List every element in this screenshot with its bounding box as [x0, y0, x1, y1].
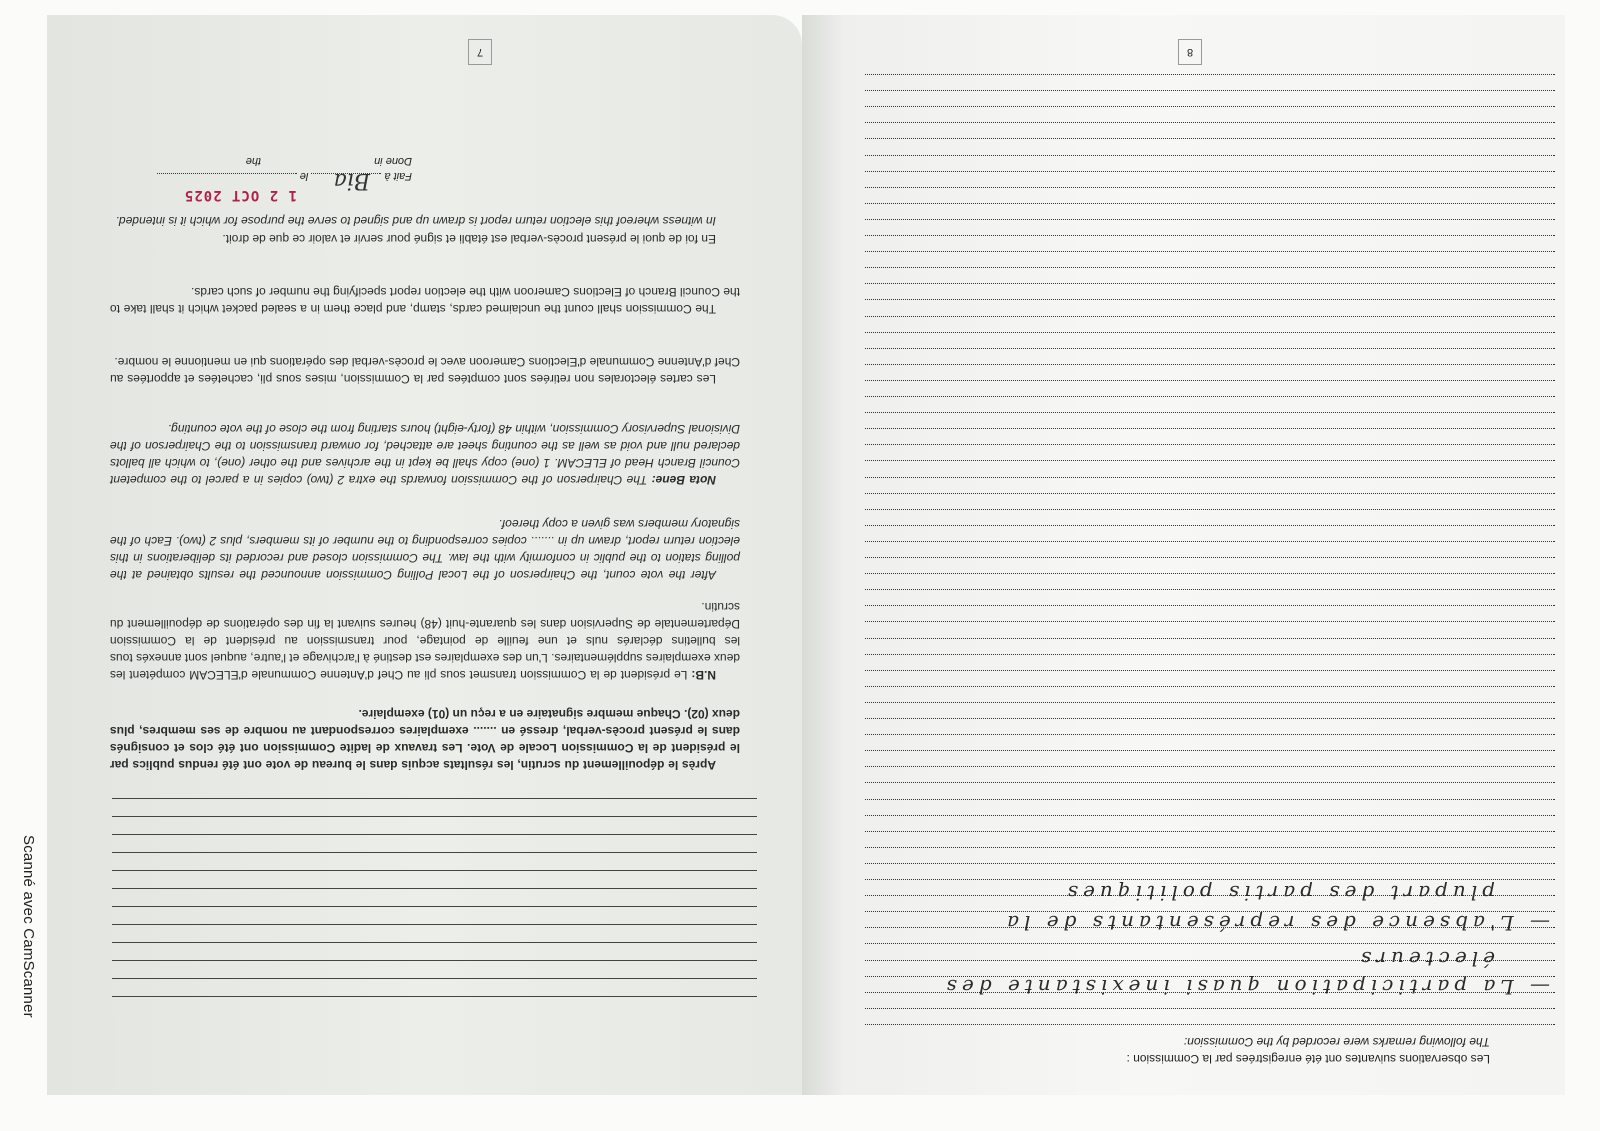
- blank-line: [112, 834, 757, 835]
- ruled-line: [865, 750, 1555, 751]
- handwritten-place: Bia: [333, 168, 370, 193]
- ruled-line: [865, 638, 1555, 639]
- blank-line: [112, 888, 757, 889]
- ruled-line: [865, 944, 1555, 945]
- blank-line: [112, 852, 757, 853]
- ruled-line: [865, 831, 1555, 832]
- ruled-line: [865, 380, 1555, 381]
- paragraph-text: Le président de la Commission transmet sous pli au Chef d'Antenne Communale d'ELECAM compétent les deux exemplaires supplémentaires. L'un des exemplaires est destiné à l'archivage et l'autre, auquel sont annexés tous les bulletins déclarés nuls et une feuille de pointage, pour transmission au président de la Commission Départementale de Supervision dans les quarante-huit (48) heures suivant la fin des opérations de dépouillement du scrutin.: [110, 600, 740, 682]
- ruled-line: [865, 90, 1555, 91]
- ruled-line: [865, 605, 1555, 606]
- ruled-line: [865, 187, 1555, 188]
- ruled-line: [865, 267, 1555, 268]
- remarks-heading: [1126, 1033, 1490, 1067]
- handwritten-remark: électeurs: [1356, 947, 1495, 971]
- ruled-line: [865, 461, 1555, 462]
- blank-line: [112, 996, 757, 997]
- ruled-line: [865, 815, 1555, 816]
- ruled-line: [865, 863, 1555, 864]
- ruled-line: [865, 171, 1555, 172]
- paragraph-nb: [110, 598, 740, 683]
- paragraph-text: After the vote count, the Chairperson of the Local Polling Commission announced the results obtained at the polling station to the public in conformity with the law. The Commission closed and recorded its deliberations in this election return report, drawn up in ....... copies corresponding to the number of its members, plus 2 (two). Each of the signatory members was given a copy thereof.: [110, 517, 740, 582]
- ruled-line: [865, 203, 1555, 204]
- paragraph-text: Après le dépouillement du scrutin, les résultats acquis dans le bureau de vote ont été rendus publics par le président de la Commission Locale de Vote. Les travaux de ladite Commission ont été clos et consignés dans le présent procès-verbal, dressé en ....... exemplaires correspondant au nombre de ses membres, plus deux (02). Chaque membre signataire en a reçu un (01) exemplaire.: [110, 707, 740, 772]
- paragraph-after-vote-count: [110, 515, 740, 583]
- le-label: le: [299, 170, 309, 182]
- remarks-heading-en: The following remarks were recorded by the Commission:: [1183, 1035, 1490, 1049]
- remarks-heading-fr: Les observations suivantes ont été enregistrées par la Commission :: [1126, 1052, 1490, 1066]
- ruled-line: [865, 219, 1555, 220]
- ruled-line: [865, 525, 1555, 526]
- ruled-line: [865, 573, 1555, 574]
- ruled-line: [865, 122, 1555, 123]
- ruled-line: [865, 412, 1555, 413]
- paragraph-nota-bene: [110, 420, 740, 488]
- blank-line: [112, 906, 757, 907]
- paragraph-text: In witness whereof this election return report is drawn up and signed to serve the purpose for which it is intended.: [115, 214, 716, 228]
- paragraph-text: The Chairperson of the Commission forwards the extra 2 (two) copies in a parcel to the competent Council Branch Head of ELECAM. 1 (one) copy shall be kept in the archives and the other (one), to which all ballots declared null and void as well as the counting sheet are attached, for onward transmission to the Chairperson of the Divisional Supervisory Commission, within 48 (forty-eight) hours starting from the close of the vote counting.: [109, 422, 740, 487]
- ruled-line: [865, 847, 1555, 848]
- the-label: the: [245, 155, 262, 167]
- date-field: [157, 173, 297, 174]
- paragraph-en-foi: [110, 230, 740, 247]
- paragraph-text: En foi de quoi le présent procès-verbal est établi et signé pour servir et valoir ce que de droit.: [222, 232, 716, 246]
- ruled-line: [865, 106, 1555, 107]
- ruled-line: [865, 348, 1555, 349]
- ruled-line: [865, 444, 1555, 445]
- ruled-line: [865, 654, 1555, 655]
- blank-line: [112, 816, 757, 817]
- ruled-line: [865, 718, 1555, 719]
- ruled-line: [865, 428, 1555, 429]
- handwritten-remark: — La participation quasi inexistante des: [941, 975, 1550, 999]
- blank-line: [112, 798, 757, 799]
- ruled-line: [865, 799, 1555, 800]
- right-page: [845, 15, 1565, 1095]
- paragraph-unclaimed-cards: [110, 283, 740, 317]
- blank-line: [112, 942, 757, 943]
- signature-place-date: [157, 153, 412, 183]
- paragraph-cartes: [110, 353, 740, 387]
- paragraph-apres-depouillement: [110, 705, 740, 773]
- ruled-line: [865, 541, 1555, 542]
- ruled-line: [865, 139, 1555, 140]
- ruled-line: [865, 477, 1555, 478]
- ruled-line: [865, 155, 1555, 156]
- fait-label: Fait à: [384, 170, 412, 182]
- nb-label: N.B:: [691, 668, 716, 682]
- ruled-line: [865, 783, 1555, 784]
- ruled-line: [865, 251, 1555, 252]
- paragraph-text: Les cartes électorales non retirées sont comptées par la Commission, mises sous pli, cachetées et apportées au Chef d'Antenne Communale d'Elections Cameroon avec le procès-verbal des opérations qui en mentionne le nombre.: [110, 355, 740, 386]
- ruled-line: [865, 316, 1555, 317]
- ruled-line: [865, 557, 1555, 558]
- ruled-line: [865, 300, 1555, 301]
- page-number: 7: [468, 39, 492, 65]
- ruled-line: [865, 493, 1555, 494]
- left-page: [47, 15, 802, 1095]
- handwritten-remark: — L'absence des représentants de la: [1002, 911, 1550, 935]
- ruled-line: [865, 74, 1555, 75]
- ruled-line: [865, 622, 1555, 623]
- date-stamp: 1 2 OCT 2025: [183, 187, 297, 203]
- blank-line: [112, 870, 757, 871]
- camscanner-watermark: Scanné avec CamScanner: [20, 835, 37, 1018]
- ruled-line: [865, 1008, 1555, 1009]
- paragraph-witness: [110, 212, 740, 229]
- ruled-line: [865, 702, 1555, 703]
- page-gutter: [802, 15, 845, 1095]
- ruled-line: [865, 364, 1555, 365]
- ruled-line: [865, 879, 1555, 880]
- ruled-line: [865, 766, 1555, 767]
- ruled-line: [865, 396, 1555, 397]
- ruled-line: [865, 670, 1555, 671]
- ruled-line: [865, 1024, 1555, 1025]
- blank-line: [112, 924, 757, 925]
- blank-line: [112, 978, 757, 979]
- ruled-line: [865, 332, 1555, 333]
- ruled-line: [865, 686, 1555, 687]
- ruled-line: [865, 734, 1555, 735]
- paragraph-text: The Commission shall count the unclaimed cards, stamp, and place them in a sealed packet which it shall take to the Council Branch of Elections Cameroon with the election report specifying the number of such cards.: [110, 285, 740, 316]
- blank-line: [112, 960, 757, 961]
- page-number: 8: [1178, 39, 1202, 65]
- handwritten-remark: plupart des partis politiques: [1062, 881, 1495, 905]
- done-label: Done in: [374, 155, 412, 167]
- nota-bene-label: Nota Bene:: [651, 473, 716, 487]
- ruled-line: [865, 589, 1555, 590]
- ruled-line: [865, 509, 1555, 510]
- ruled-line: [865, 283, 1555, 284]
- ruled-line: [865, 235, 1555, 236]
